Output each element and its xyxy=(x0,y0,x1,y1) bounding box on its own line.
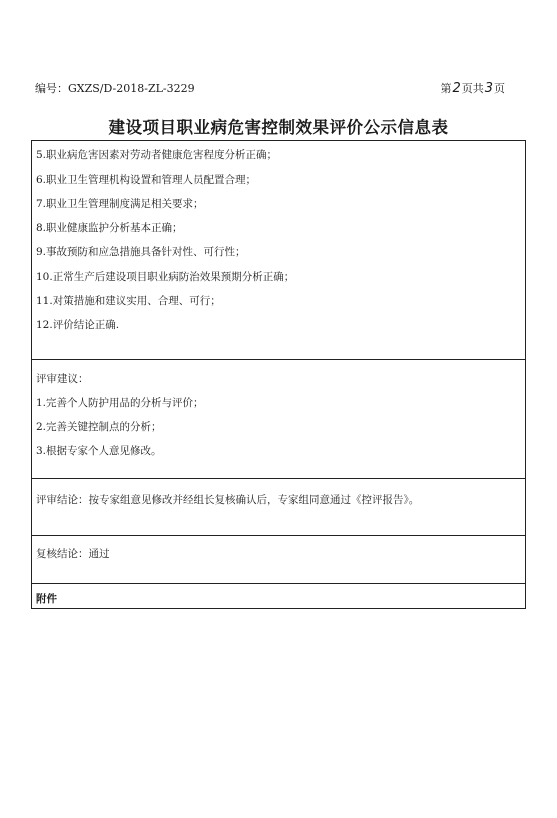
criteria-item: 9.事故预防和应急措施具备针对性、可行性； xyxy=(36,246,246,258)
criteria-item: 10.正常生产后建设项目职业病防治效果预期分析正确； xyxy=(36,271,295,283)
attachment-label: 附件 xyxy=(36,593,57,605)
suggestion-item: 1.完善个人防护用品的分析与评价； xyxy=(36,397,204,409)
criteria-item: 11.对策措施和建议实用、合理、可行； xyxy=(36,295,221,307)
suggestion-item: 3.根据专家个人意见修改。 xyxy=(36,445,162,457)
page-total-handwritten: 3 xyxy=(484,81,493,96)
criteria-item: 12.评价结论正确. xyxy=(36,319,120,331)
page-suffix: 页 xyxy=(494,82,505,95)
suggestion-item: 2.完善关键控制点的分析； xyxy=(36,421,162,433)
document-number: 编号：GXZS/D-2018-ZL-3229 xyxy=(35,82,195,95)
page-mid: 页共 xyxy=(461,82,484,95)
page-indicator xyxy=(440,80,505,96)
suggestions-heading: 评审建议： xyxy=(36,373,89,385)
page-current-handwritten: 2 xyxy=(452,81,461,96)
conclusion-section xyxy=(32,479,525,536)
page-title: 建设项目职业病危害控制效果评价公示信息表 xyxy=(108,118,449,137)
suggestions-section xyxy=(32,360,525,479)
criteria-item: 8.职业健康监护分析基本正确； xyxy=(36,222,183,234)
attachment-section xyxy=(32,584,525,608)
review-conclusion: 评审结论：按专家组意见修改并经组长复核确认后，专家组同意通过《控评报告》。 xyxy=(36,494,420,506)
criteria-item: 5.职业病危害因素对劳动者健康危害程度分析正确； xyxy=(36,149,278,161)
recheck-conclusion: 复核结论：通过 xyxy=(36,548,110,560)
recheck-section xyxy=(32,536,525,584)
info-table xyxy=(31,140,526,609)
criteria-item: 6.职业卫生管理机构设置和管理人员配置合理； xyxy=(36,174,257,186)
document-header xyxy=(35,80,505,96)
criteria-section xyxy=(32,141,525,360)
criteria-item: 7.职业卫生管理制度满足相关要求； xyxy=(36,198,204,210)
page-prefix: 第 xyxy=(440,82,452,95)
